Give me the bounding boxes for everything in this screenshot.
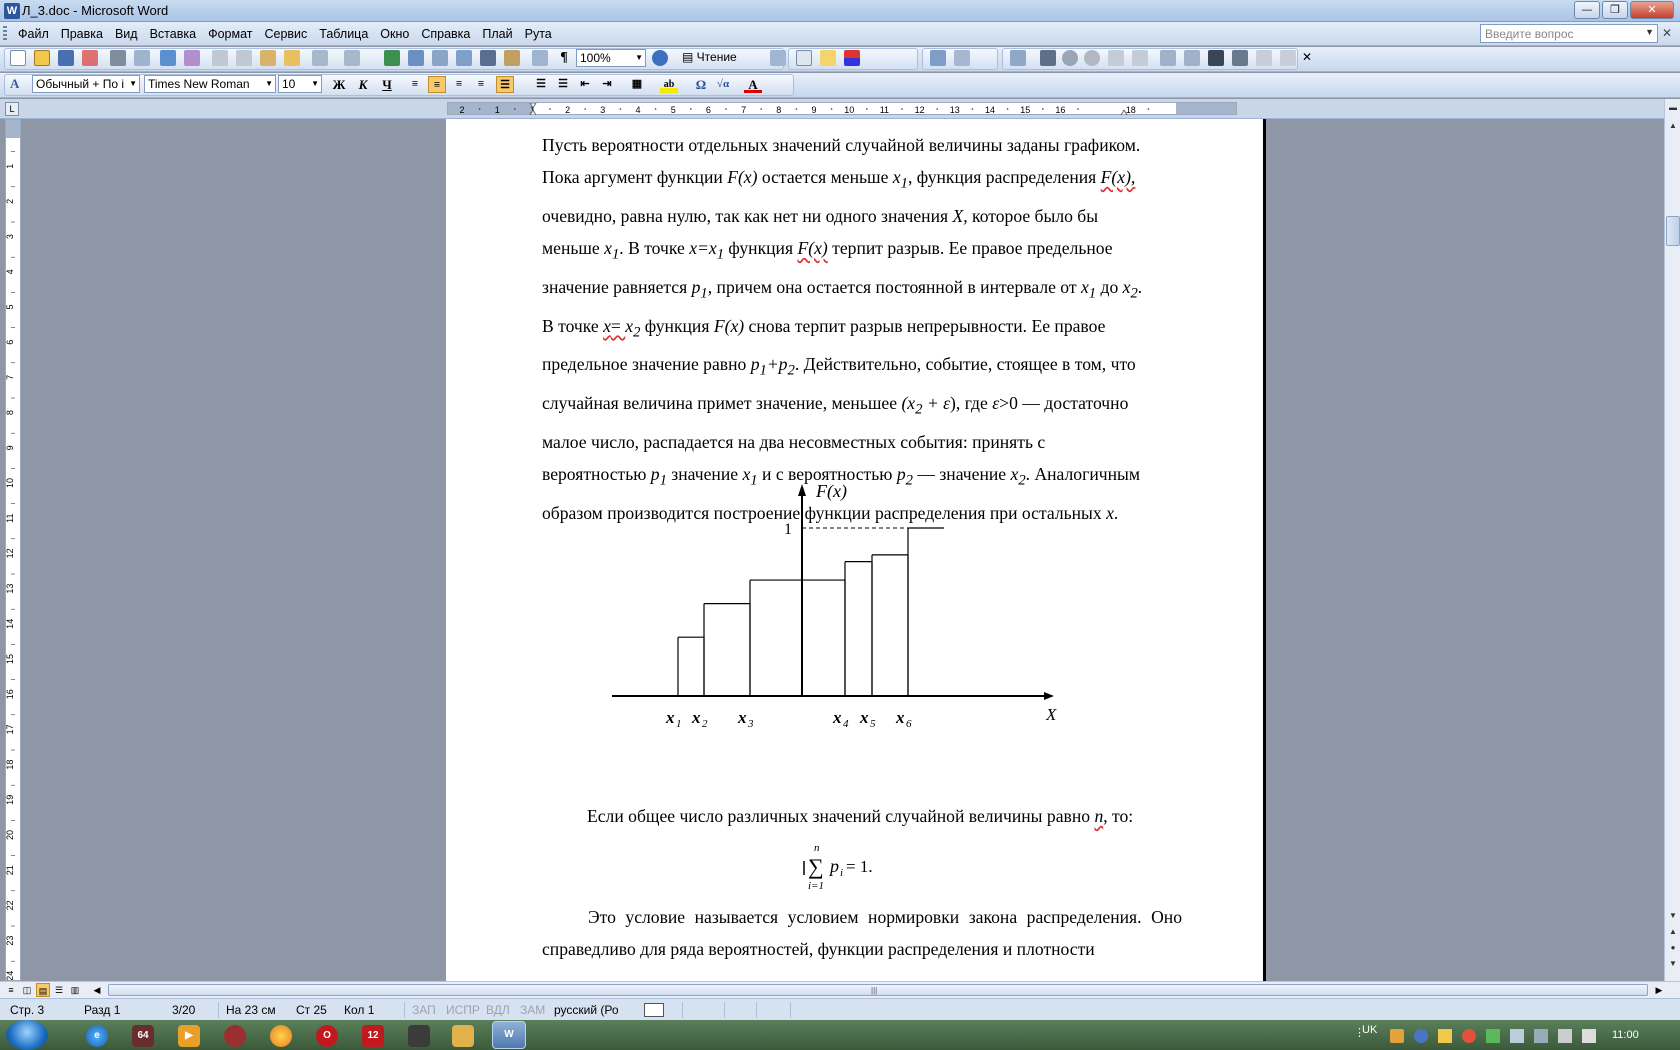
internet-explorer-icon[interactable]: e: [86, 1025, 108, 1047]
status-line[interactable]: Ст 25: [296, 1003, 327, 1017]
ruler-dot: [584, 108, 586, 110]
text-line: случайная величина примет значение, меньшее $(x_2 + \varepsilon)$, где ε>0 — достаточно: [542, 393, 1129, 418]
decrease-indent-icon[interactable]: ⇤: [580, 78, 590, 90]
brightness-icon[interactable]: [1084, 50, 1100, 66]
formula-index: i: [840, 867, 844, 879]
minimize-button[interactable]: —: [1574, 1, 1600, 19]
horizontal-scroll-thumb[interactable]: |||: [108, 984, 1648, 996]
ruler-dot: [514, 108, 516, 110]
ruler-number: 9: [811, 105, 817, 115]
vertical-ruler[interactable]: [5, 119, 21, 981]
menu-table[interactable]: Таблица: [319, 27, 369, 41]
zoom-select[interactable]: [576, 49, 646, 67]
sum-sign: ∑: [808, 854, 824, 879]
x-axis-label: X: [1046, 705, 1057, 724]
status-pages[interactable]: 3/20: [172, 1003, 196, 1017]
zoom-value: 100%: [580, 51, 611, 65]
y-tick-label: 1: [784, 521, 792, 538]
line-style-icon[interactable]: [1160, 50, 1176, 66]
status-separator: [724, 1002, 725, 1018]
text-line: малое число, распадается на два несовместных события: принять с: [542, 431, 1046, 452]
menu-window[interactable]: Окно: [380, 27, 410, 41]
status-separator: [756, 1002, 757, 1018]
sum-lower-limit: i=1: [808, 880, 824, 891]
cut-icon[interactable]: [212, 50, 228, 66]
vruler-scale: [6, 120, 20, 980]
document-close-icon[interactable]: ✕: [1662, 26, 1673, 40]
style-select[interactable]: [32, 75, 140, 93]
menu-ruta[interactable]: Рута: [524, 27, 552, 41]
vruler-number: 17: [6, 724, 15, 735]
vruler-number: 20: [6, 829, 15, 841]
align-left-icon[interactable]: ≡: [411, 78, 419, 90]
form-field-icon[interactable]: [796, 50, 812, 66]
ask-question-placeholder: Введите вопрос: [1485, 27, 1574, 41]
x-tick-subscript: 5: [870, 718, 876, 730]
vertical-scroll-thumb[interactable]: [1666, 216, 1680, 246]
vruler-number: 14: [6, 618, 15, 629]
contrast-icon[interactable]: [1062, 50, 1078, 66]
ruler-number: 7: [741, 105, 747, 115]
help-icon[interactable]: [652, 50, 668, 66]
menu-insert[interactable]: Вставка: [149, 27, 197, 41]
y-axis-arrow: [798, 484, 806, 496]
style-value: Обычный + По і: [36, 77, 125, 91]
vertical-scrollbar[interactable]: [1664, 99, 1680, 981]
previous-page-icon[interactable]: ▲: [1669, 927, 1677, 936]
tray-display-icon[interactable]: [1534, 1029, 1548, 1043]
ruler-dot: [690, 108, 692, 110]
tray-volume-icon[interactable]: [1582, 1029, 1596, 1043]
vruler-number: 24: [6, 970, 15, 980]
word-taskbar-icon[interactable]: W: [492, 1021, 526, 1049]
explorer-folder-icon[interactable]: [452, 1025, 474, 1047]
styles-pane-icon[interactable]: A: [10, 76, 20, 91]
menu-grip-handle[interactable]: [3, 26, 7, 42]
font-value: Times New Roman: [148, 77, 250, 91]
hyperlink-icon[interactable]: [384, 50, 400, 66]
print-layout-icon[interactable]: ▤: [36, 983, 50, 997]
window-controls: [1574, 1, 1674, 19]
x-tick-subscript: 4: [843, 718, 849, 730]
restore-button[interactable]: ❐: [1602, 1, 1628, 19]
vruler-top-margin: [6, 120, 20, 138]
scroll-right-icon[interactable]: ▶: [1655, 985, 1663, 995]
paragraph-normalization[interactable]: Это условие называется условием нормировки закона распределения. Оно справедливо для ряда вероятностей, функции распределения и плотности: [542, 907, 1182, 960]
web-view-icon[interactable]: ◫: [22, 985, 32, 995]
status-page[interactable]: Стр. 3: [10, 1003, 45, 1017]
ruler-dot: [1042, 108, 1044, 110]
start-button[interactable]: [6, 1020, 48, 1050]
menu-help[interactable]: Справка: [421, 27, 471, 41]
vruler-number: 18: [6, 759, 15, 770]
chevron-down-icon[interactable]: ▼: [1645, 27, 1654, 37]
split-handle-icon[interactable]: ▬: [1669, 103, 1677, 112]
opera-icon[interactable]: O: [316, 1025, 338, 1047]
windows-taskbar: [0, 1020, 1680, 1050]
word-app-icon[interactable]: W: [4, 3, 20, 19]
tray-grip-icon: ⋮: [1354, 1027, 1365, 1039]
ruler-number: 3: [600, 105, 606, 115]
x-tick-label: x: [896, 708, 905, 727]
tray-signal-icon[interactable]: [1558, 1029, 1572, 1043]
text-line: Пока аргумент функции F(x) остается меньше $x_1$, функция распределения F(x),: [542, 167, 1136, 192]
status-separator: [404, 1002, 405, 1018]
ruler-scale: [448, 103, 1238, 115]
toolbar-options-icon[interactable]: [770, 50, 786, 66]
status-separator: [790, 1002, 791, 1018]
outline-view-icon[interactable]: ☰: [54, 985, 64, 995]
show-formatting-icon[interactable]: ¶: [560, 50, 568, 65]
menu-format[interactable]: Формат: [208, 27, 253, 41]
close-button[interactable]: ✕: [1630, 1, 1674, 19]
crop-icon[interactable]: [1108, 50, 1124, 66]
undo-icon[interactable]: [312, 50, 328, 66]
vruler-number: 10: [6, 477, 15, 489]
ruler-number: 12: [914, 105, 925, 115]
ruler-number: 11: [879, 105, 890, 115]
scroll-left-icon[interactable]: ◀: [93, 985, 101, 995]
status-separator: [218, 1002, 219, 1018]
sum-upper-limit: n: [814, 842, 820, 854]
paste-icon[interactable]: [260, 50, 276, 66]
scroll-down-icon[interactable]: ▼: [1669, 911, 1677, 920]
vruler-number: 3: [6, 234, 15, 240]
tray-update-icon[interactable]: [1462, 1029, 1476, 1043]
text-wrap-icon[interactable]: [1208, 50, 1224, 66]
x-tick-subscript: 6: [906, 718, 912, 730]
x-tick-subscript: 1: [676, 718, 682, 730]
ruler-dot: [549, 108, 551, 110]
italic-button[interactable]: К: [358, 77, 368, 92]
font-size-value: 10: [282, 77, 296, 91]
ruler-number: 13: [949, 105, 960, 115]
text-line: значение равняется $p_1$, причем она остается постоянной в интервале от $x_1$ до $x_2$.: [542, 276, 1143, 302]
insert-picture-icon[interactable]: [1010, 50, 1026, 66]
vruler-number: 22: [6, 900, 15, 911]
chevron-down-icon: ▼: [265, 79, 273, 88]
x-tick-label: x: [833, 708, 842, 727]
underline-button[interactable]: Ч: [382, 77, 392, 92]
ruler-dot: [901, 108, 903, 110]
open-folder-icon[interactable]: [34, 50, 50, 66]
permission-icon[interactable]: [82, 50, 98, 66]
ruler-number: 16: [1055, 105, 1066, 115]
menu-file[interactable]: Файл: [18, 27, 49, 41]
reading-mode-label: Чтение: [696, 50, 737, 64]
menu-items: [12, 26, 558, 42]
tray-app-icon[interactable]: [1390, 1029, 1404, 1043]
research-icon[interactable]: [184, 50, 200, 66]
x-tick-label: x: [738, 708, 747, 727]
ruler-dot: [620, 108, 622, 110]
insert-table-icon[interactable]: [432, 50, 448, 66]
vruler-number: 1: [6, 163, 15, 169]
next-page-icon[interactable]: ▼: [1669, 959, 1677, 968]
x-axis-arrow: [1044, 692, 1054, 700]
chevron-down-icon: ▼: [635, 53, 643, 62]
print-icon[interactable]: [110, 50, 126, 66]
ruler-dot: [725, 108, 727, 110]
paragraph-intro[interactable]: [542, 129, 1182, 529]
window-title: Л_3.doc - Microsoft Word: [22, 3, 169, 18]
horizontal-scrollbar[interactable]: [0, 981, 1680, 998]
ruler-number: 4: [635, 105, 641, 115]
x-tick-subscript: 2: [702, 718, 708, 730]
status-overtype[interactable]: ЗАМ: [520, 1003, 546, 1017]
ruler-dot: [655, 108, 657, 110]
copy-icon[interactable]: [236, 50, 252, 66]
formatting-toolbar: [0, 73, 1680, 98]
status-separator: [682, 1002, 683, 1018]
text-line: очевидно, равна нулю, так как нет ни одного значения X, которое было бы: [542, 205, 1099, 226]
formula-p: p: [830, 856, 839, 876]
ruler-dot: [1148, 108, 1150, 110]
tab-selector[interactable]: L: [5, 102, 19, 116]
drawing-icon[interactable]: [504, 50, 520, 66]
status-column[interactable]: Кол 1: [344, 1003, 375, 1017]
spelling-status-icon[interactable]: [644, 1003, 664, 1017]
new-document-icon[interactable]: [10, 50, 26, 66]
distribution-function-chart[interactable]: [606, 484, 1096, 774]
title-bar: [0, 0, 1680, 22]
spelling-icon[interactable]: [160, 50, 176, 66]
skype-icon[interactable]: [408, 1025, 430, 1047]
font-select[interactable]: [144, 75, 276, 93]
align-right-icon[interactable]: ≡: [455, 78, 463, 90]
menu-plai[interactable]: Плай: [482, 27, 513, 41]
ruler-dot: [479, 108, 481, 110]
chrome-icon[interactable]: [270, 1025, 292, 1047]
ruler-number: 2: [459, 105, 465, 115]
reading-mode-button[interactable]: [678, 49, 741, 67]
increase-indent-icon[interactable]: ⇥: [602, 78, 612, 90]
ruler-number: 18: [1125, 105, 1136, 115]
app-64-icon[interactable]: 64: [132, 1025, 154, 1047]
format-painter-icon[interactable]: [284, 50, 300, 66]
ruler-number: 1: [494, 105, 500, 115]
scroll-up-icon[interactable]: ▲: [1669, 121, 1677, 130]
ruler-number: 2: [565, 105, 571, 115]
chart-canvas: [606, 484, 1096, 774]
justify-icon[interactable]: ≡: [477, 78, 485, 90]
menu-tools[interactable]: Сервис: [264, 27, 308, 41]
standard-toolbar: [0, 47, 1680, 72]
format-picture-icon[interactable]: [1232, 50, 1248, 66]
ruler-number: 5: [670, 105, 676, 115]
ruler-number: 1: [529, 105, 535, 115]
columns-icon[interactable]: [480, 50, 496, 66]
ruler-dot: [1007, 108, 1009, 110]
x-tick-label: x: [666, 708, 675, 727]
chevron-down-icon: ▼: [129, 79, 137, 88]
vruler-number: 16: [6, 689, 15, 700]
text-line: предельное значение равно $p_1+p_2$. Действительно, событие, стоящее в том, что: [542, 354, 1136, 379]
tray-network-icon[interactable]: [1414, 1029, 1428, 1043]
close-toolbar-icon[interactable]: ✕: [1302, 50, 1313, 64]
chevron-down-icon: ▼: [311, 79, 319, 88]
paragraph-total-count[interactable]: Если общее число различных значений случайной величины равно n, то:: [587, 806, 1134, 826]
redo-icon[interactable]: [344, 50, 360, 66]
font-size-select[interactable]: [278, 75, 322, 93]
ruler-dot: [1077, 108, 1079, 110]
ruler-dot: [972, 108, 974, 110]
vruler-number: 12: [6, 548, 15, 559]
rotate-icon[interactable]: [1132, 50, 1148, 66]
media-player-icon[interactable]: ▶: [178, 1025, 200, 1047]
text-line: меньше $x_1$. В точке $x=x_1$ функция F(x) терпит разрыв. Ее правое предельное: [542, 238, 1113, 263]
ruler-number: 14: [984, 105, 996, 115]
x-tick-label: x: [860, 708, 869, 727]
reading-view-icon[interactable]: ▥: [70, 985, 80, 995]
book-icon: ▤: [682, 50, 697, 64]
ruler-dot: [796, 108, 798, 110]
vruler-number: 19: [6, 794, 15, 805]
font-color-icon[interactable]: A: [744, 76, 762, 93]
vruler-number: 21: [6, 865, 15, 876]
line-spacing-icon[interactable]: ☰: [496, 76, 514, 93]
vruler-number: 13: [6, 583, 15, 594]
ruler-number: 10: [844, 105, 855, 115]
frame-icon[interactable]: [954, 50, 970, 66]
menu-bar: [0, 22, 1680, 46]
vruler-number: 7: [6, 374, 15, 380]
vruler-number: 6: [6, 339, 15, 345]
document-page[interactable]: [446, 119, 1266, 981]
menu-view[interactable]: Вид: [114, 27, 138, 41]
vruler-number: 8: [6, 410, 15, 416]
vruler-number: 11: [6, 513, 15, 523]
ruler-dot: [936, 108, 938, 110]
vruler-number: 2: [6, 198, 15, 204]
text-box-icon[interactable]: [930, 50, 946, 66]
vruler-number: 9: [6, 445, 15, 451]
vruler-number: 4: [6, 269, 15, 275]
save-icon[interactable]: [58, 50, 74, 66]
bold-button[interactable]: Ж: [332, 77, 346, 92]
vruler-number: 23: [6, 935, 15, 946]
tables-borders-icon[interactable]: [408, 50, 424, 66]
ruler-number: 15: [1020, 105, 1031, 115]
status-record-macro[interactable]: ЗАП: [412, 1003, 436, 1017]
app-red-icon[interactable]: [224, 1025, 246, 1047]
normalization-formula[interactable]: [798, 841, 898, 891]
status-position[interactable]: На 23 см: [226, 1003, 276, 1017]
ruler-dot: [760, 108, 762, 110]
normal-view-icon[interactable]: ≡: [8, 985, 14, 995]
horizontal-ruler-row: [0, 99, 1680, 119]
formula-rhs: = 1.: [846, 857, 873, 876]
vruler-number: 5: [6, 304, 15, 310]
color-icon[interactable]: [1040, 50, 1056, 66]
ruler-dot: [866, 108, 868, 110]
bullets-icon[interactable]: ☰: [558, 78, 568, 90]
formula-canvas: [798, 841, 898, 891]
status-section[interactable]: Разд 1: [84, 1003, 121, 1017]
taskbar-clock[interactable]: 11:00: [1612, 1029, 1639, 1041]
ask-question-input[interactable]: [1480, 24, 1658, 43]
browse-object-icon[interactable]: ●: [1670, 943, 1676, 952]
status-track-changes[interactable]: ИСПР: [446, 1003, 480, 1017]
menu-edit[interactable]: Правка: [60, 27, 103, 41]
shading-icon[interactable]: [820, 50, 836, 66]
highlight-icon[interactable]: ab: [660, 76, 678, 93]
numbering-icon[interactable]: ☰: [536, 78, 546, 90]
x-tick-label: x: [692, 708, 701, 727]
y-axis-label: F(x): [816, 484, 847, 501]
symbol-omega-icon[interactable]: Ω: [695, 77, 707, 92]
tray-power-icon[interactable]: [1438, 1029, 1452, 1043]
equation-icon[interactable]: √α: [716, 78, 730, 90]
text-line: вероятностью $p_1$ значение $x_1$ и с вероятностью $p_2$ — значение $x_2$. Аналогичным: [542, 463, 1140, 489]
borders-icon[interactable]: ▦: [631, 78, 643, 90]
opera-tabs-icon[interactable]: 12: [362, 1025, 384, 1047]
ruler-number: 8: [776, 105, 782, 115]
document-area[interactable]: [24, 119, 1664, 981]
status-extend[interactable]: ВДЛ: [486, 1003, 510, 1017]
status-language[interactable]: русский (Ро: [554, 1003, 619, 1017]
reset-picture-icon[interactable]: [1280, 50, 1296, 66]
tray-flag-icon[interactable]: [1510, 1029, 1524, 1043]
compress-icon[interactable]: [1184, 50, 1200, 66]
insert-excel-icon[interactable]: [456, 50, 472, 66]
document-map-icon[interactable]: [532, 50, 548, 66]
ruler-number: 6: [705, 105, 711, 115]
print-preview-icon[interactable]: [134, 50, 150, 66]
horizontal-ruler[interactable]: [447, 102, 1237, 115]
text-line: В точке $x= x_2$ функция F(x) снова терпит разрыв непрерывности. Ее правое: [542, 315, 1106, 341]
flag-icon[interactable]: [844, 50, 860, 66]
align-center-icon[interactable]: ≡: [428, 76, 446, 93]
status-bar: [0, 998, 1680, 1020]
text-line: образом производится построение функции распределения при остальных x.: [542, 502, 1119, 523]
transparent-color-icon[interactable]: [1256, 50, 1272, 66]
x-tick-subscript: 3: [748, 718, 754, 730]
language-indicator[interactable]: UK: [1362, 1024, 1378, 1036]
ruler-dot: [831, 108, 833, 110]
tray-battery-icon[interactable]: [1486, 1029, 1500, 1043]
text-line: Пусть вероятности отдельных значений случайной величины заданы графиком.: [542, 135, 1141, 155]
vruler-number: 15: [6, 653, 15, 665]
